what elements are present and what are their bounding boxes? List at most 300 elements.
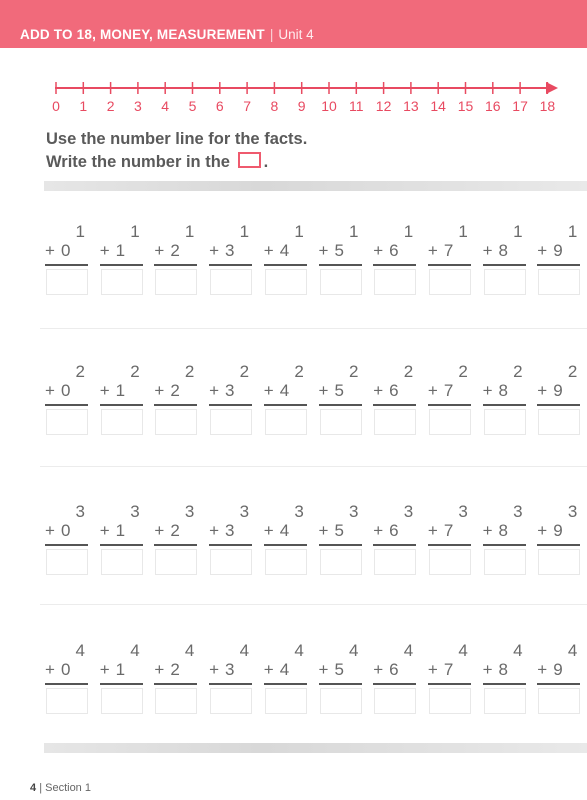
decorative-bar-bottom — [44, 743, 587, 753]
problem-addend-line — [264, 521, 295, 541]
number-line — [0, 78, 587, 118]
addition-problem — [483, 222, 529, 296]
problem-addend: 9 — [553, 521, 569, 540]
addition-problem — [428, 641, 474, 715]
problem-addend: 5 — [334, 241, 350, 260]
answer-box[interactable] — [101, 409, 143, 435]
plus-sign: + — [427, 660, 444, 679]
row-divider — [40, 466, 587, 467]
header-separator: | — [269, 27, 274, 42]
plus-sign: + — [209, 660, 226, 679]
sum-line — [373, 264, 416, 266]
number-line-label: 3 — [133, 98, 142, 114]
sum-line — [154, 404, 197, 406]
problem-top-number: 1 — [458, 222, 468, 241]
sum-line — [428, 404, 471, 406]
sum-line — [428, 544, 471, 546]
number-line-axis — [0, 78, 587, 98]
problem-top-number: 3 — [567, 502, 578, 521]
plus-sign: + — [45, 660, 61, 679]
plus-sign: + — [318, 521, 335, 540]
number-line-label: 0 — [52, 98, 60, 114]
number-line-label: 13 — [403, 98, 419, 114]
sum-line — [264, 683, 307, 685]
problem-addend: 6 — [389, 660, 405, 679]
sum-line — [373, 404, 416, 406]
problem-top-number: 1 — [513, 222, 523, 241]
problem-addend: 9 — [553, 381, 569, 400]
problem-addend: 5 — [334, 660, 350, 679]
problem-addend: 1 — [115, 660, 132, 679]
addition-problem — [483, 641, 529, 715]
number-line-label: 2 — [106, 98, 115, 114]
problem-top-number: 1 — [294, 222, 304, 241]
addition-problem — [100, 222, 146, 296]
problem-addend-line — [154, 660, 185, 680]
number-line-label: 11 — [349, 98, 364, 114]
row-divider — [40, 328, 587, 329]
plus-sign: + — [154, 381, 171, 400]
plus-sign: + — [209, 381, 226, 400]
answer-box[interactable] — [374, 688, 416, 714]
plus-sign: + — [45, 241, 61, 260]
sum-line — [264, 404, 307, 406]
answer-box[interactable] — [210, 688, 252, 714]
addition-problem — [209, 641, 255, 715]
number-line-label: 7 — [243, 98, 251, 114]
problem-addend: 1 — [115, 381, 132, 400]
section-label: Section 1 — [45, 782, 91, 794]
addition-problem — [45, 222, 91, 296]
problem-top-number: 4 — [75, 641, 85, 660]
decorative-bar-top — [44, 181, 587, 191]
problem-addend: 7 — [443, 521, 460, 540]
problem-addend-line — [373, 241, 404, 261]
plus-sign: + — [154, 660, 171, 679]
sum-line — [537, 544, 580, 546]
answer-box[interactable] — [46, 549, 88, 575]
addition-problem — [264, 222, 310, 296]
addition-problem — [319, 641, 365, 715]
plus-sign: + — [318, 241, 335, 260]
number-line-label: 8 — [270, 98, 279, 114]
problem-top-number: 4 — [130, 641, 140, 660]
problem-addend-line — [428, 660, 459, 680]
addition-problem — [45, 641, 91, 715]
problem-top-number: 1 — [239, 222, 250, 241]
plus-sign: + — [373, 521, 390, 540]
problem-addend-line — [428, 521, 459, 541]
problem-top-number: 4 — [184, 641, 195, 660]
problem-addend-line — [100, 381, 131, 401]
problem-top-number: 2 — [403, 362, 414, 381]
problem-addend-line — [45, 241, 76, 261]
instruction-line-1: Use the number line for the facts. — [46, 130, 308, 148]
answer-box[interactable] — [320, 549, 362, 575]
problem-addend: 4 — [279, 241, 296, 260]
sum-line — [209, 683, 252, 685]
number-line-label: 4 — [161, 98, 170, 114]
problem-addend: 7 — [443, 241, 460, 260]
addition-problem — [209, 502, 255, 576]
plus-sign: + — [154, 241, 171, 260]
answer-box[interactable] — [101, 688, 143, 714]
problem-top-number: 3 — [349, 502, 359, 521]
number-line-label: 10 — [321, 98, 337, 114]
plus-sign: + — [45, 521, 61, 540]
problem-top-number: 2 — [513, 362, 523, 381]
sum-line — [45, 683, 88, 685]
problem-addend-line — [45, 660, 76, 680]
problem-addend: 4 — [279, 381, 296, 400]
problem-top-number: 3 — [75, 502, 85, 521]
problem-addend-line — [319, 381, 350, 401]
plus-sign: + — [99, 241, 116, 260]
problem-top-number: 2 — [184, 362, 195, 381]
plus-sign: + — [482, 521, 499, 540]
addition-problem — [373, 362, 419, 436]
problem-addend: 2 — [170, 521, 186, 540]
answer-box[interactable] — [484, 549, 526, 575]
plus-sign: + — [482, 381, 499, 400]
plus-sign: + — [209, 241, 226, 260]
problem-addend: 3 — [225, 381, 241, 400]
problem-addend-line — [264, 241, 295, 261]
problem-addend: 8 — [498, 241, 514, 260]
plus-sign: + — [373, 381, 390, 400]
sum-line — [209, 544, 252, 546]
row-divider — [40, 604, 587, 605]
problem-top-number: 1 — [349, 222, 359, 241]
plus-sign: + — [45, 381, 61, 400]
problem-addend: 6 — [389, 381, 405, 400]
problem-top-number: 4 — [403, 641, 414, 660]
problem-addend-line — [264, 660, 295, 680]
number-line-label: 14 — [430, 98, 446, 114]
problem-addend: 3 — [225, 241, 241, 260]
number-line-label: 18 — [539, 98, 556, 114]
problem-top-number: 1 — [567, 222, 578, 241]
problem-addend: 1 — [115, 521, 132, 540]
problem-top-number: 1 — [403, 222, 414, 241]
addition-problem — [373, 502, 419, 576]
plus-sign: + — [99, 381, 116, 400]
addition-problem — [537, 222, 583, 296]
problem-addend: 0 — [60, 381, 77, 400]
sum-line — [154, 544, 197, 546]
plus-sign: + — [537, 521, 554, 540]
page-footer — [30, 782, 91, 794]
problem-top-number: 4 — [513, 641, 523, 660]
sum-line — [100, 544, 143, 546]
plus-sign: + — [373, 241, 390, 260]
answer-box[interactable] — [46, 269, 88, 295]
problem-addend-line — [319, 521, 350, 541]
problem-addend: 2 — [170, 660, 186, 679]
addition-problem — [537, 641, 583, 715]
problem-addend: 7 — [443, 660, 460, 679]
plus-sign: + — [427, 521, 444, 540]
number-line-label: 6 — [215, 98, 224, 114]
answer-box[interactable] — [538, 549, 580, 575]
answer-box[interactable] — [320, 409, 362, 435]
problem-addend: 0 — [60, 660, 77, 679]
problem-addend-line — [483, 241, 514, 261]
problem-addend: 9 — [553, 660, 569, 679]
addition-problem — [264, 502, 310, 576]
answer-box[interactable] — [484, 688, 526, 714]
sum-line — [100, 404, 143, 406]
answer-box[interactable] — [320, 688, 362, 714]
addition-problem — [100, 641, 146, 715]
answer-box[interactable] — [210, 549, 252, 575]
problem-top-number: 1 — [184, 222, 195, 241]
plus-sign: + — [537, 660, 554, 679]
number-line-label: 5 — [188, 98, 197, 114]
problem-top-number: 3 — [458, 502, 468, 521]
answer-box[interactable] — [155, 269, 197, 295]
answer-box[interactable] — [265, 549, 307, 575]
problem-top-number: 1 — [130, 222, 140, 241]
problem-addend: 9 — [553, 241, 569, 260]
sum-line — [319, 404, 362, 406]
problem-addend: 0 — [60, 241, 77, 260]
addition-problem — [154, 502, 200, 576]
answer-box[interactable] — [538, 688, 580, 714]
plus-sign: + — [537, 241, 554, 260]
problem-addend: 4 — [279, 521, 296, 540]
plus-sign: + — [427, 381, 444, 400]
sum-line — [319, 683, 362, 685]
problem-addend-line — [428, 381, 459, 401]
answer-box[interactable] — [210, 409, 252, 435]
sum-line — [264, 264, 307, 266]
sum-line — [264, 544, 307, 546]
addition-problem — [209, 222, 255, 296]
number-line-label: 17 — [512, 98, 528, 114]
sum-line — [319, 264, 362, 266]
answer-box[interactable] — [155, 549, 197, 575]
sum-line — [45, 264, 88, 266]
problem-addend-line — [537, 241, 568, 261]
answer-box[interactable] — [429, 549, 471, 575]
addition-problem — [45, 502, 91, 576]
answer-box[interactable] — [429, 688, 471, 714]
addition-problem — [483, 362, 529, 436]
problem-addend-line — [209, 241, 240, 261]
answer-box[interactable] — [374, 549, 416, 575]
problem-top-number: 4 — [294, 641, 304, 660]
addition-problem — [154, 641, 200, 715]
footer-separator: | — [39, 782, 43, 794]
problem-addend-line — [537, 521, 568, 541]
number-line-label: 16 — [485, 98, 501, 114]
answer-box[interactable] — [429, 269, 471, 295]
header-text — [20, 27, 314, 42]
instruction-line-2-text: Write the number in the — [46, 153, 230, 171]
sum-line — [428, 264, 471, 266]
problem-top-number: 2 — [130, 362, 140, 381]
problem-addend: 5 — [334, 381, 350, 400]
problem-top-number: 2 — [239, 362, 250, 381]
addition-problem — [100, 502, 146, 576]
problem-top-number: 3 — [239, 502, 250, 521]
answer-box[interactable] — [46, 409, 88, 435]
addition-problem — [319, 362, 365, 436]
problem-addend-line — [264, 381, 295, 401]
problem-top-number: 3 — [403, 502, 414, 521]
problem-addend-line — [45, 521, 76, 541]
problem-addend-line — [537, 660, 568, 680]
problem-top-number: 3 — [513, 502, 523, 521]
instruction-line-2 — [46, 151, 307, 174]
answer-box[interactable] — [265, 688, 307, 714]
answer-box[interactable] — [101, 549, 143, 575]
plus-sign: + — [427, 241, 444, 260]
addition-problem — [373, 222, 419, 296]
problem-addend-line — [373, 381, 404, 401]
addition-problem — [373, 641, 419, 715]
plus-sign: + — [209, 521, 226, 540]
problem-top-number: 2 — [458, 362, 468, 381]
plus-sign: + — [263, 521, 280, 540]
addition-problem — [264, 362, 310, 436]
plus-sign: + — [482, 660, 499, 679]
sum-line — [483, 683, 526, 685]
addition-problem — [428, 222, 474, 296]
page-header — [0, 0, 587, 48]
addition-problem — [319, 502, 365, 576]
sum-line — [154, 683, 197, 685]
problem-addend: 8 — [498, 660, 514, 679]
answer-box[interactable] — [265, 409, 307, 435]
problem-top-number: 2 — [349, 362, 359, 381]
plus-sign: + — [318, 381, 335, 400]
problem-addend-line — [154, 241, 185, 261]
page-number: 4 — [30, 782, 37, 794]
problem-addend-line — [154, 381, 185, 401]
answer-box[interactable] — [374, 269, 416, 295]
problem-addend: 7 — [443, 381, 460, 400]
sum-line — [537, 264, 580, 266]
addition-problem — [319, 222, 365, 296]
sum-line — [428, 683, 471, 685]
problem-addend: 4 — [279, 660, 296, 679]
answer-box-icon — [238, 152, 261, 168]
problem-addend-line — [154, 521, 185, 541]
problem-top-number: 1 — [75, 222, 85, 241]
problem-top-number: 4 — [458, 641, 468, 660]
answer-box[interactable] — [374, 409, 416, 435]
answer-box[interactable] — [429, 409, 471, 435]
problem-top-number: 4 — [567, 641, 578, 660]
sum-line — [483, 544, 526, 546]
unit-title: ADD TO 18, MONEY, MEASUREMENT — [20, 27, 265, 42]
answer-box[interactable] — [265, 269, 307, 295]
addition-problem — [428, 362, 474, 436]
addition-problem — [154, 222, 200, 296]
addition-problem — [537, 502, 583, 576]
answer-box[interactable] — [484, 269, 526, 295]
answer-box[interactable] — [484, 409, 526, 435]
problem-addend-line — [209, 660, 240, 680]
problem-top-number: 4 — [349, 641, 359, 660]
answer-box[interactable] — [155, 688, 197, 714]
sum-line — [45, 404, 88, 406]
plus-sign: + — [373, 660, 390, 679]
answer-box[interactable] — [155, 409, 197, 435]
number-line-label: 1 — [79, 98, 88, 114]
problem-top-number: 2 — [75, 362, 85, 381]
problem-addend: 3 — [225, 521, 241, 540]
sum-line — [483, 404, 526, 406]
problem-addend-line — [319, 241, 350, 261]
sum-line — [209, 404, 252, 406]
problem-addend: 1 — [115, 241, 132, 260]
plus-sign: + — [318, 660, 335, 679]
sum-line — [154, 264, 197, 266]
problem-addend-line — [209, 381, 240, 401]
addition-problem — [428, 502, 474, 576]
problem-addend-line — [319, 660, 350, 680]
instructions — [46, 128, 307, 174]
answer-box[interactable] — [101, 269, 143, 295]
problem-addend-line — [100, 241, 131, 261]
addition-problem — [45, 362, 91, 436]
sum-line — [537, 404, 580, 406]
plus-sign: + — [263, 381, 280, 400]
problem-top-number: 2 — [294, 362, 304, 381]
plus-sign: + — [482, 241, 499, 260]
problem-top-number: 4 — [239, 641, 250, 660]
unit-label: Unit 4 — [278, 27, 314, 42]
answer-box[interactable] — [320, 269, 362, 295]
answer-box[interactable] — [538, 409, 580, 435]
number-line-label: 15 — [457, 98, 474, 114]
plus-sign: + — [99, 660, 116, 679]
problem-addend: 8 — [498, 381, 514, 400]
problem-top-number: 3 — [130, 502, 140, 521]
answer-box[interactable] — [210, 269, 252, 295]
plus-sign: + — [537, 381, 554, 400]
problem-addend-line — [483, 521, 514, 541]
plus-sign: + — [154, 521, 171, 540]
problem-addend: 6 — [389, 241, 405, 260]
instruction-line-2-end: . — [263, 153, 269, 171]
problem-addend: 0 — [60, 521, 77, 540]
sum-line — [209, 264, 252, 266]
sum-line — [319, 544, 362, 546]
problem-addend: 8 — [498, 521, 514, 540]
problem-addend-line — [100, 521, 131, 541]
sum-line — [537, 683, 580, 685]
problem-addend-line — [373, 521, 404, 541]
problem-addend: 2 — [170, 241, 186, 260]
problem-addend: 5 — [334, 521, 350, 540]
answer-box[interactable] — [538, 269, 580, 295]
problem-addend: 6 — [389, 521, 405, 540]
problem-addend-line — [100, 660, 131, 680]
number-line-label: 12 — [375, 98, 392, 114]
plus-sign: + — [99, 521, 116, 540]
sum-line — [100, 683, 143, 685]
answer-box[interactable] — [46, 688, 88, 714]
sum-line — [373, 544, 416, 546]
addition-problem — [537, 362, 583, 436]
plus-sign: + — [263, 660, 280, 679]
problem-top-number: 2 — [567, 362, 578, 381]
sum-line — [100, 264, 143, 266]
